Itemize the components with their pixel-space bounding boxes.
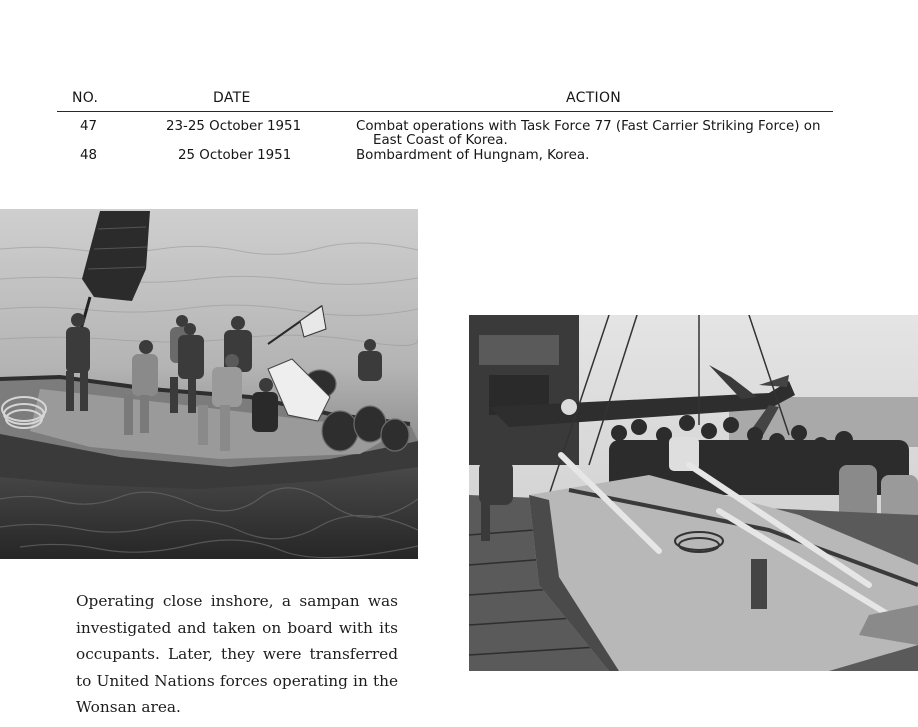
column-header-date: DATE [213,90,251,106]
row-48-date: 25 October 1951 [178,148,292,163]
row-48-action-line-1: Bombardment of Hungnam, Korea. [356,148,590,163]
header-rule [57,111,833,112]
row-47-date: 23-25 October 1951 [166,119,302,134]
row-47-action-line-1: Combat operations with Task Force 77 (Fast Carrier Striking Force) on [356,119,821,134]
sampan-on-deck-photo [469,315,918,671]
sampan-on-deck-image [469,315,918,671]
photo-caption: Operating close inshore, a sampan was investigated and taken on board with its occupants. Later, they were transferred to United Nations forces operating in the Wonsan area. [76,592,398,717]
sampan-at-sea-photo [0,209,418,559]
column-header-action: ACTION [566,90,622,106]
row-48-number: 48 [80,148,98,163]
column-header-no: NO. [72,90,99,106]
sampan-at-sea-image [0,209,418,559]
row-47-action-line-2: East Coast of Korea. [373,133,508,148]
row-47-number: 47 [80,119,98,134]
